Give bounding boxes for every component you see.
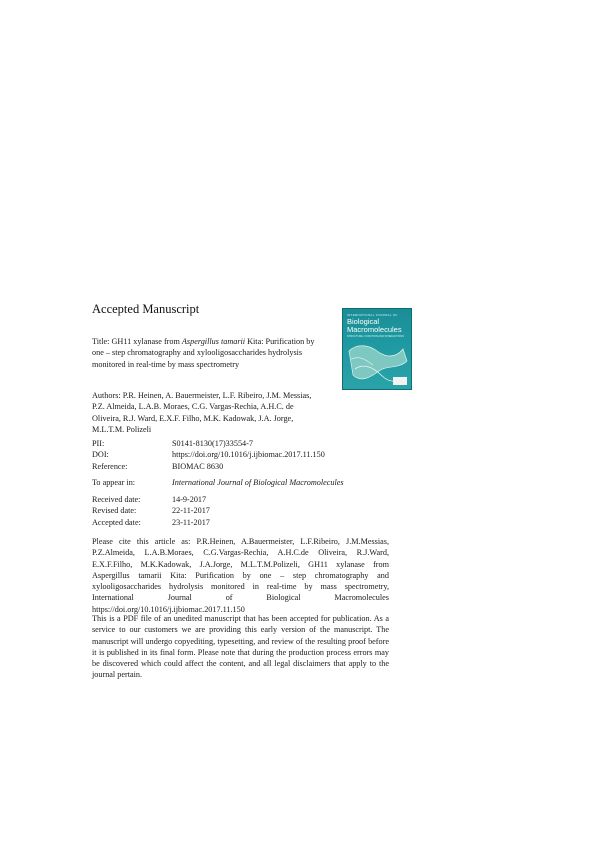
reference-label: Reference:: [92, 461, 128, 471]
journal-name: International Journal of Biological Macromolecules: [172, 478, 344, 487]
citation-journal: International Journal of Biological Macromolecules: [92, 593, 389, 603]
citation-text: Please cite this article as: P.R.Heinen, A.Bauermeister, L.F.Ribeiro, J.M.Messias, P.Z.Almeida, L.A.B.Moraes, C.G.Vargas-Rechia, A.H.C.de Oliveira, R.J.Ward, E.X.F.Filho, M.K.Kadowak, J.A.Jorge, M.L.T.M.Polizeli, GH11 xylanase from Aspergillus tamarii Kita: Purification by one – step chromatography and xylooligosaccharides hydrolysis monitored in real-time by mass spectrometry,: [92, 537, 389, 592]
title-rest: Kita: Purification by one – step chromatography and xylooligosaccharides hydrolysis monitored in real-time by mass spectrometry: [92, 337, 315, 369]
cover-top-text: INTERNATIONAL JOURNAL OF: [347, 313, 398, 317]
citation-doi-link[interactable]: https://doi.org/10.1016/j.ijbiomac.2017.11.150: [92, 604, 245, 614]
authors-list: Authors: P.R. Heinen, A. Bauermeister, L.F. Ribeiro, J.M. Messias, P.Z. Almeida, L.A.B. Moraes, C.G. Vargas-Rechia, A.H.C. de Oliveira, R.J. Ward, E.X.F. Filho, M.K. Kadowak, J.A. Jorge, M.L.T.M. Polizeli: [92, 391, 312, 435]
appear-label: To appear in:: [92, 478, 136, 487]
article-title: [92, 336, 322, 370]
revised-label: Revised date:: [92, 506, 137, 516]
doi-link[interactable]: https://doi.org/10.1016/j.ijbiomac.2017.11.150: [172, 450, 325, 460]
publisher-logo: [393, 377, 407, 385]
received-value: 14-9-2017: [172, 495, 207, 504]
cover-title: Biological Macromolecules: [347, 317, 402, 334]
cover-subtitle: STRUCTURE, FUNCTION AND INTERACTIONS: [347, 335, 404, 338]
title-prefix: Title: GH11 xylanase from: [92, 337, 182, 346]
reference-value: BIOMAC 8630: [172, 461, 224, 471]
disclaimer-paragraph: This is a PDF file of an unedited manuscript that has been accepted for publication. As a service to our customers we are providing this early version of the manuscript. The manuscript will undergo copyediting, typesetting, and review of the resulting proof before it is published in its final form. Please note that during the production process errors may be discovered which could affect the content, and all legal disclaimers that apply to the journal pertain.: [92, 614, 389, 680]
page-title: Accepted Manuscript: [92, 302, 200, 316]
journal-cover-image: [342, 308, 412, 390]
accepted-label: Accepted date:: [92, 517, 141, 527]
citation-paragraph: [92, 536, 389, 615]
received-label: Received date:: [92, 495, 141, 504]
accepted-value: 23-11-2017: [172, 517, 210, 527]
doi-label: DOI:: [92, 450, 109, 460]
pii-label: PII:: [92, 439, 105, 448]
revised-value: 22-11-2017: [172, 506, 210, 516]
pii-value: S0141-8130(17)33554-7: [172, 439, 253, 448]
title-species: Aspergillus tamarii: [181, 337, 246, 346]
